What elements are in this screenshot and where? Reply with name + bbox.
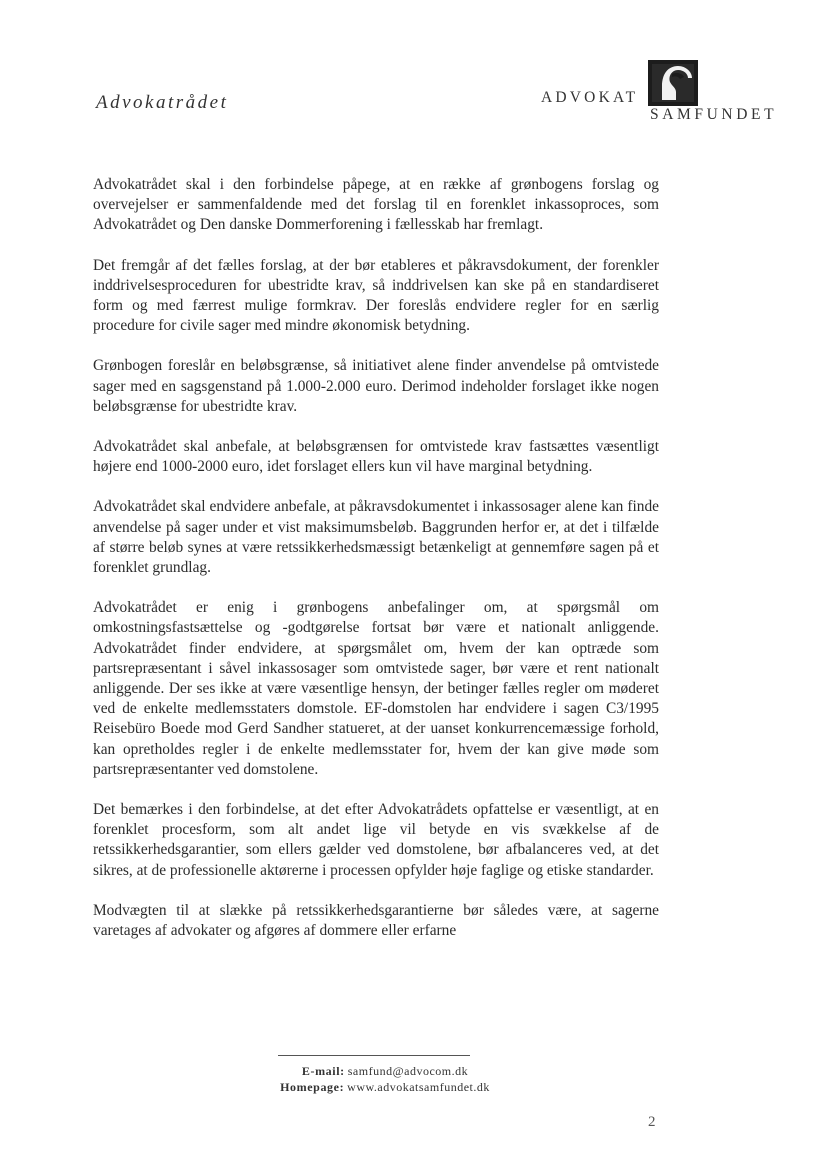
- email-link[interactable]: samfund@advocom.dk: [347, 1064, 469, 1078]
- homepage-label: Homepage:: [280, 1080, 345, 1094]
- body-paragraph: Advokatrådet er enig i grønbogens anbefalinger om, at spørgsmål om omkostningsfastsættelse og -godtgørelse fortsat bør være et nationalt anliggende. Advokatrådet finder endvidere, at spørgsmålet om, hvem der kan optræde som partsrepræsentant i såvel inkassosager som omtvistede sager, bør være et rent nationalt anliggende. Der ses ikke at være væsentlige hensyn, der betinger fælles regler om møderet ved de enkelte medlemsstaters domstole. EF-domstolen har endvidere i sagen C3/1995 Reisebüro Boede mod Gerd Sandher statueret, at der uanset konkurrencemæssige forhold, kan opretholdes regler i de enkelte medlemsstater for, hvem der kan give møde som partsrepræsentanter ved domstolene.: [93, 599, 659, 778]
- body-paragraph: Advokatrådet skal endvidere anbefale, at påkravsdokumentet i inkassosager alene kan finde anvendelse på sager under et vist maksimumsbeløb. Baggrunden herfor er, at det i tilfælde af større beløb synes at være retssikkerhedsmæssigt betænkeligt at gennemføre sagen på et forenklet grundlag.: [93, 498, 659, 577]
- footer-homepage-line: [220, 1079, 550, 1095]
- body-paragraph: Grønbogen foreslår en beløbsgrænse, så initiativet alene finder anvendelse på omtvistede sager med en sagsgenstand på 1.000-2.000 euro. Derimod indeholder forslaget ikke nogen beløbsgrænse for ubestridte krav.: [93, 357, 659, 415]
- email-label: E-mail:: [301, 1064, 345, 1078]
- body-paragraph: Advokatrådet skal anbefale, at beløbsgrænsen for omtvistede krav fastsættes væsentligt højere end 1000-2000 euro, idet forslaget ellers kun vil have marginal betydning.: [93, 438, 659, 476]
- body-paragraph: Advokatrådet skal i den forbindelse påpege, at en række af grønbogens forslag og overvejelser er sammenfaldende med det forslag til en forenklet inkassoproces, som Advokatrådet og Den danske Dommerforening i fællesskab har fremlagt.: [93, 176, 659, 234]
- logo-text-samfundet: SAMFUNDET: [650, 106, 778, 123]
- logo-text-advokat: ADVOKAT: [541, 89, 639, 106]
- homepage-link[interactable]: www.advokatsamfundet.dk: [347, 1080, 490, 1094]
- advokatsamfundet-logo-icon: [648, 60, 698, 106]
- page-number: 2: [648, 1114, 656, 1130]
- document-header-title: Advokatrådet: [96, 92, 229, 113]
- body-paragraph: Det bemærkes i den forbindelse, at det efter Advokatrådets opfattelse er væsentligt, at en forenklet procesform, som alt andet lige vil betyde en vis svækkelse af de retssikkerhedsgarantier, som ellers gælder ved domstolene, bør afbalanceres ved, at det sikres, at de professionelle aktørerne i processen opfylder høje faglige og etiske standarder.: [93, 801, 659, 879]
- footer-divider: [278, 1055, 470, 1056]
- footer-email-line: [220, 1063, 550, 1079]
- body-paragraph: Det fremgår af det fælles forslag, at der bør etableres et påkravsdokument, der forenkler inddrivelsesproceduren for ubestridte krav, så inddrivelsen kan ske på en standardiseret form og med færrest mulige formkrav. Der foreslås endvidere regler for en særlig procedure for civile sager med mindre økonomisk betydning.: [93, 256, 659, 335]
- body-paragraph: Modvægten til at slække på retssikkerhedsgarantierne bør således være, at sagerne varetages af advokater og afgøres af dommere eller erfarne: [93, 901, 659, 940]
- footer-contact: [220, 1063, 550, 1095]
- letter-body: [93, 175, 659, 961]
